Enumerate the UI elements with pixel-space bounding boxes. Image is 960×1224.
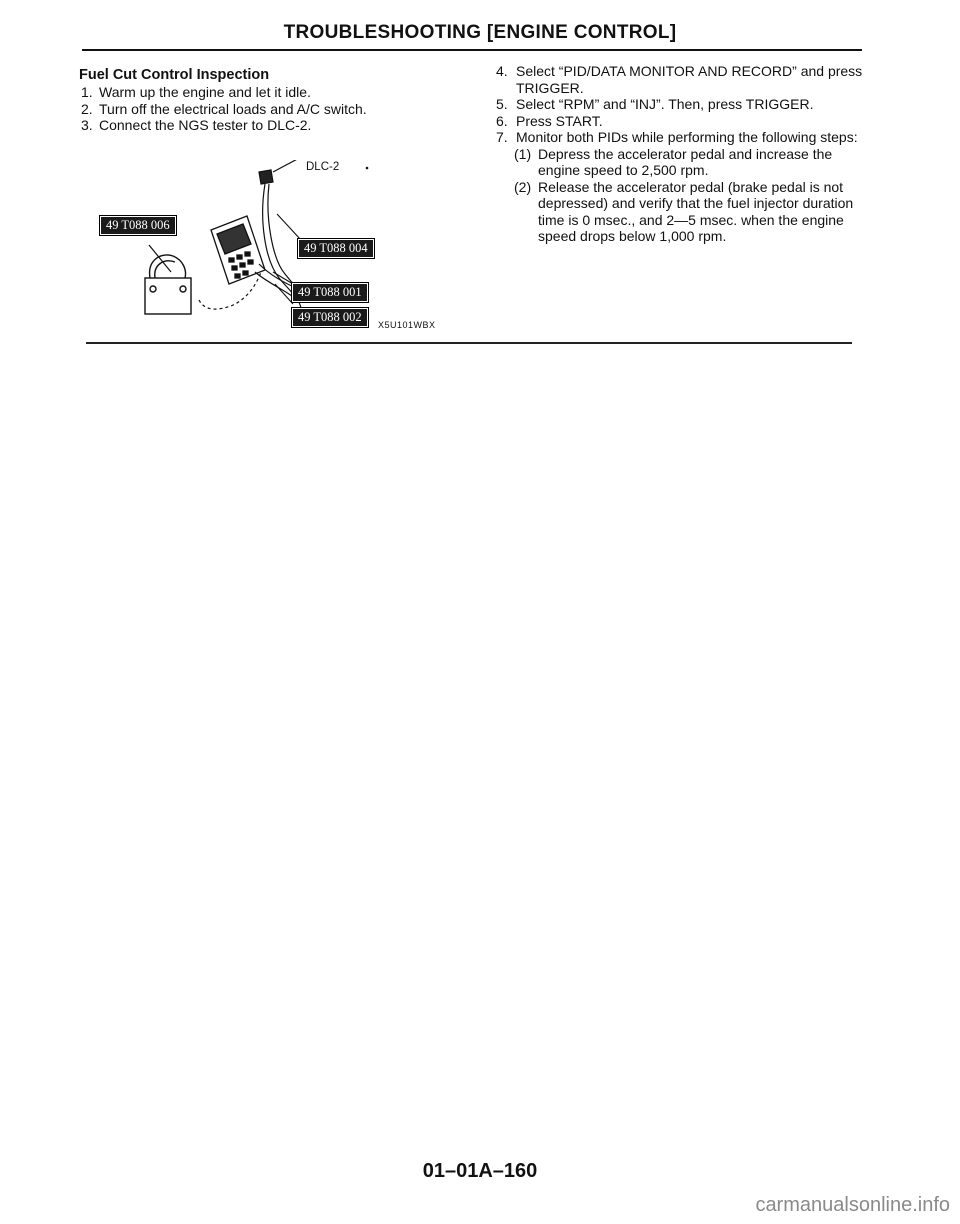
step-item <box>494 63 864 96</box>
substep-item <box>514 146 864 179</box>
step-number: 6. <box>496 112 508 129</box>
right-step-list <box>494 63 864 146</box>
header-rule <box>82 49 862 51</box>
step-number: 7. <box>496 129 508 145</box>
step-number: 1. <box>81 84 93 100</box>
step-text: Warm up the engine and let it idle. <box>99 84 311 100</box>
step-text: Select “RPM” and “INJ”. Then, press TRIGGER. <box>516 96 814 112</box>
substep-text: Depress the accelerator pedal and increase the engine speed to 2,500 rpm. <box>538 145 833 178</box>
substep-number: (1) <box>514 145 532 162</box>
dlc-2-label: DLC-2 <box>306 161 340 173</box>
step-item <box>494 96 864 113</box>
step-item <box>494 129 864 146</box>
page-title: TROUBLESHOOTING [ENGINE CONTROL] <box>283 22 677 43</box>
step-item <box>79 117 449 134</box>
substep-text: Release the accelerator pedal (brake pedal is not depressed) and verify that the fuel injector duration time is 0 msec., and 2—5 msec. when the engine speed drops below 1,000 rpm. <box>538 178 854 244</box>
step-item <box>79 101 449 118</box>
dlc-2-connector-illustration <box>259 160 303 184</box>
watermark-text: carmanualsonline.info <box>755 1194 950 1216</box>
section-end-rule <box>86 342 852 344</box>
left-column <box>79 67 449 134</box>
step-number: 4. <box>496 63 508 79</box>
connection-illustration <box>79 160 449 335</box>
right-column <box>494 63 864 245</box>
battery-illustration <box>145 255 191 314</box>
section-title: Fuel Cut Control Inspection <box>79 67 270 83</box>
step-text: Connect the NGS tester to DLC-2. <box>99 117 312 133</box>
step-number: 2. <box>81 100 93 117</box>
figure-code: X5U101WBX <box>378 320 436 330</box>
ngs-tester-connection-figure <box>79 160 449 335</box>
tool-tag-49-t088-002: 49 T088 002 <box>291 307 369 328</box>
step-text: Press START. <box>516 112 603 129</box>
step-number: 3. <box>81 117 93 133</box>
step-text: Turn off the electrical loads and A/C switch. <box>99 100 367 117</box>
tool-tag-49-t088-001: 49 T088 001 <box>291 282 369 303</box>
substep-number: (2) <box>514 178 532 195</box>
tool-tag-49-t088-004: 49 T088 004 <box>297 238 375 259</box>
step-number: 5. <box>496 96 508 112</box>
step-item <box>494 113 864 130</box>
step-item <box>79 84 449 101</box>
tool-tag-49-t088-006: 49 T088 006 <box>99 215 177 236</box>
step-text: Select “PID/DATA MONITOR AND RECORD” and press TRIGGER. <box>516 63 863 96</box>
left-step-list <box>79 84 449 134</box>
substep-item <box>514 179 864 245</box>
page-number: 01–01A–160 <box>422 1160 538 1182</box>
step-text: Monitor both PIDs while performing the following steps: <box>516 129 858 145</box>
